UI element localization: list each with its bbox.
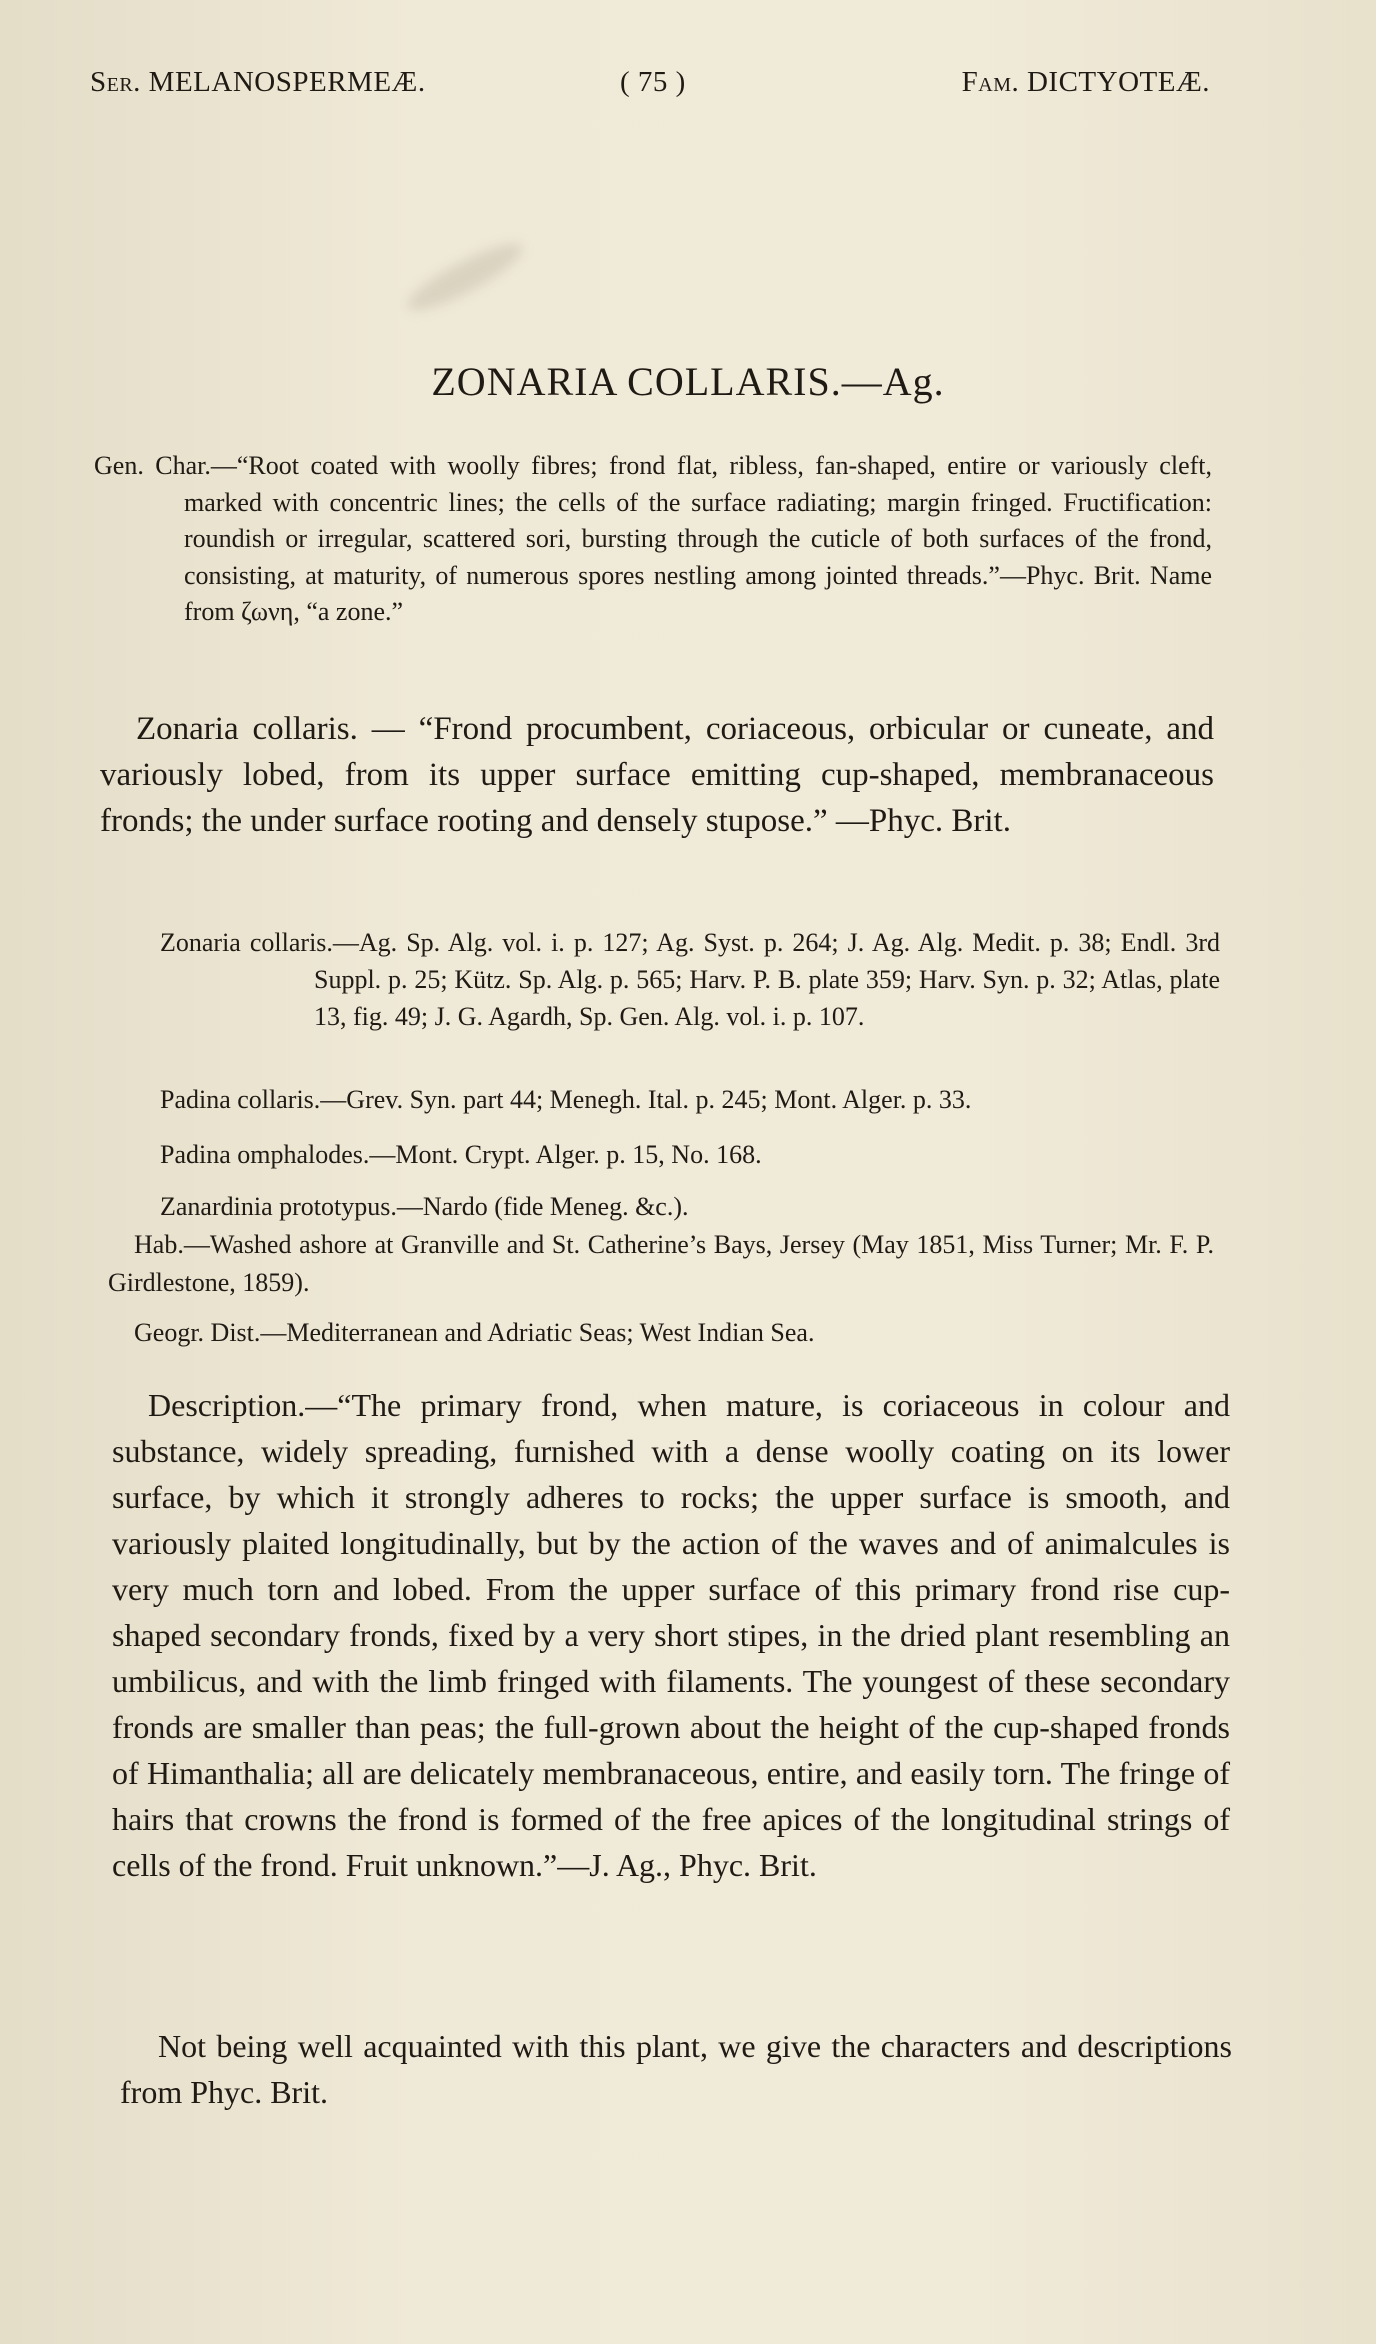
habitat-text: Hab.—Washed ashore at Granville and St. Catherine’s Bays, Jersey (May 1851, Miss Turner; Mr. F. P. Girdlestone, 1859). — [108, 1230, 1214, 1297]
synonym-entry — [160, 1081, 1220, 1118]
synonym-entry — [160, 1136, 1220, 1173]
header-family: Fam. DICTYOTEÆ. — [961, 66, 1210, 98]
synonym-entry — [160, 924, 1220, 1035]
page-stain — [401, 233, 530, 321]
synonym-text: Zanardinia prototypus.—Nardo (fide Meneg. &c.). — [160, 1192, 689, 1221]
species-description-text: Zonaria collaris. — “Frond procumbent, coriaceous, orbicular or cuneate, and variously lobed, from its upper surface emitting cup-shaped, membranaceous fronds; the under surface rooting and densely stupose.” —Phyc. Brit. — [100, 711, 1214, 839]
geographic-distribution-text: Geogr. Dist.—Mediterranean and Adriatic Seas; West Indian Sea. — [134, 1318, 815, 1347]
habitat-section — [108, 1226, 1214, 1364]
synonym-text: Padina collaris.—Grev. Syn. part 44; Menegh. Ital. p. 245; Mont. Alger. p. 33. — [160, 1085, 972, 1114]
description-text: Description.—“The primary frond, when mature, is coriaceous in colour and substance, widely spreading, furnished with a dense woolly coating on its lower surface, by which it strongly adheres to rocks; the upper surface is smooth, and variously plaited longitudinally, but by the action of the waves and of animalcules is very much torn and lobed. From the upper surface of this primary frond rise cup-shaped secondary fronds, fixed by a very short stipes, in the dried plant resembling an umbilicus, and with the limb fringed with filaments. The youngest of these secondary fronds are smaller than peas; the full-grown about the height of the cup-shaped fronds of Himanthalia; all are delicately membranaceous, entire, and easily torn. The fringe of hairs that crowns the frond is formed of the free apices of the longitudinal strings of cells of the frond. Fruit unknown.”—J. Ag., Phyc. Brit. — [112, 1387, 1230, 1883]
page-number: ( 75 ) — [620, 66, 686, 98]
generic-character — [94, 448, 1212, 631]
closing-note — [120, 2023, 1232, 2115]
description-section — [112, 1382, 1230, 1888]
page-title: ZONARIA COLLARIS.—Ag. — [431, 359, 945, 404]
synonym-entry — [160, 1188, 1220, 1225]
synonym-text: Padina omphalodes.—Mont. Crypt. Alger. p. 15, No. 168. — [160, 1140, 762, 1169]
synonym-text: Zonaria collaris.—Ag. Sp. Alg. vol. i. p. 127; Ag. Syst. p. 264; J. Ag. Alg. Medit. p. 38; Endl. 3rd Suppl. p. 25; Kütz. Sp. Alg. p. 565; Harv. P. B. plate 359; Harv. Syn. p. 32; Atlas, plate 13, fig. 49; J. G. Agardh, Sp. Gen. Alg. vol. i. p. 107. — [160, 928, 1220, 1031]
species-description — [100, 706, 1214, 844]
closing-note-text: Not being well acquainted with this plant, we give the characters and descriptions from Phyc. Brit. — [120, 2028, 1232, 2110]
header-series: Ser. MELANOSPERMEÆ. — [90, 66, 426, 98]
generic-character-text: Gen. Char.—“Root coated with woolly fibres; frond flat, ribless, fan-shaped, entire or variously cleft, marked with concentric lines; the cells of the surface radiating; margin fringed. Fructification: roundish or irregular, scattered sori, bursting through the cuticle of both surfaces of the frond, consisting, at maturity, of numerous spores nestling among jointed threads.”—Phyc. Brit. Name from ζωνη, “a zone.” — [94, 451, 1212, 626]
